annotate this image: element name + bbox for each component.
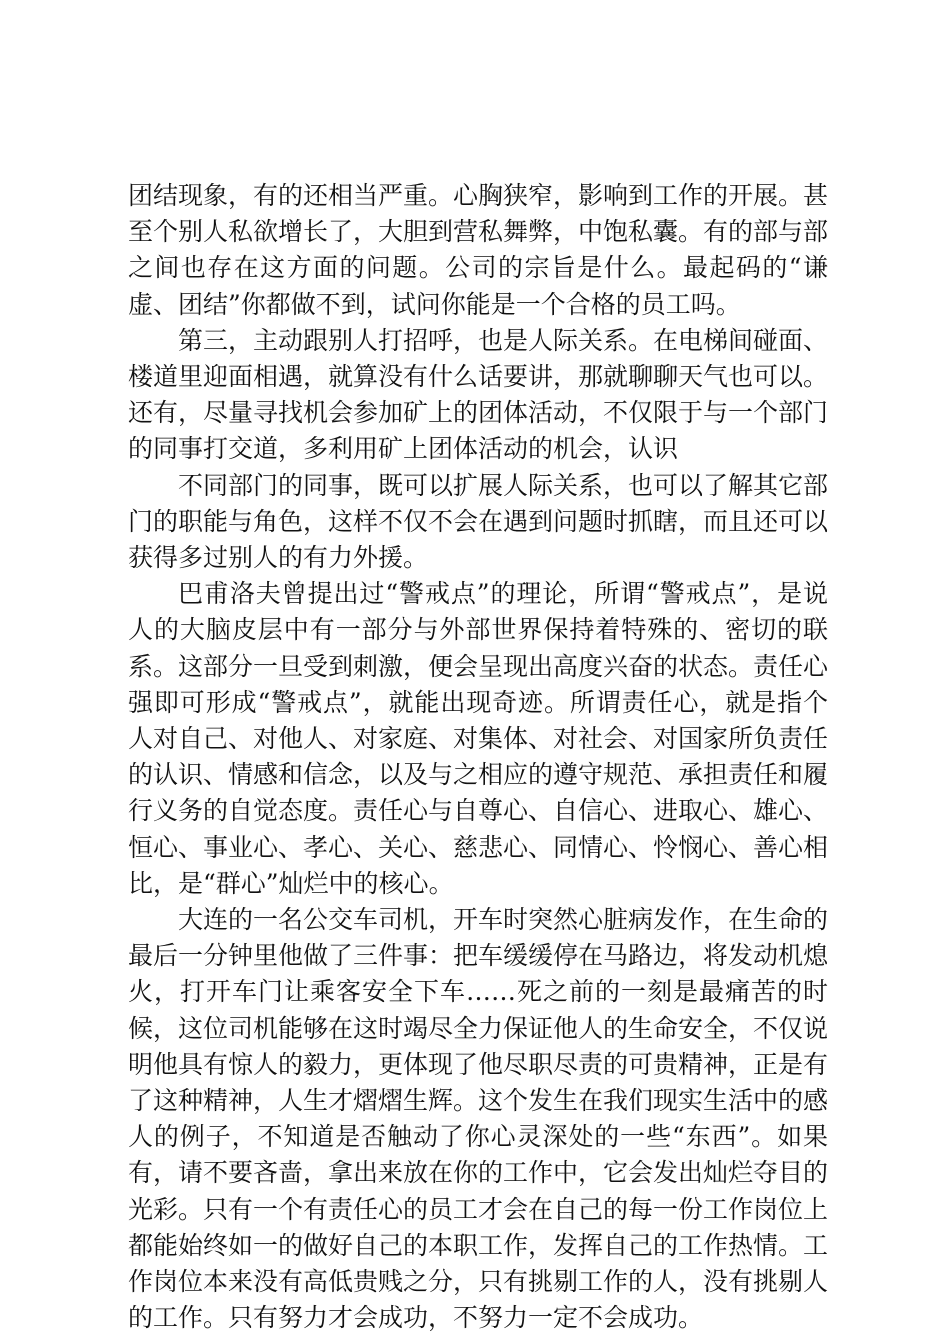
paragraph-third-point: 第三，主动跟别人打招呼，也是人际关系。在电梯间碰面、楼道里迎面相遇，就算没有什么话要讲，那就聊聊天气也可以。还有，尽量寻找机会参加矿上的团体活动，不仅限于与一个部门的同事打交道，多利用矿上团体活动的机会，认识 xyxy=(128,325,829,464)
paragraph-pavlov: 巴甫洛夫曾提出过“警戒点”的理论，所谓“警戒点”，是说人的大脑皮层中有一部分与外部世界保持着特殊的、密切的联系。这部分一旦受到刺激，便会呈现出高度兴奋的状态。责任心强即可形成“警戒点”，就能出现奇迹。所谓责任心，就是指个人对自己、对他人、对家庭、对集体、对社会、对国家所负责任的认识、情感和信念，以及与之相应的遵守规范、承担责任和履行义务的自觉态度。责任心与自尊心、自信心、进取心、雄心、恒心、事业心、孝心、关心、慈悲心、同情心、怜悯心、善心相比，是“群心”灿烂中的核心。 xyxy=(128,579,829,898)
document-body xyxy=(128,178,828,1337)
paragraph-departments: 不同部门的同事，既可以扩展人际关系，也可以了解其它部门的职能与角色，这样不仅不会在遇到问题时抓瞎，而且还可以获得多过别人的有力外援。 xyxy=(128,470,829,573)
paragraph-continued: 团结现象，有的还相当严重。心胸狭窄，影响到工作的开展。甚至个别人私欲增长了，大胆到营私舞弊，中饱私囊。有的部与部之间也存在这方面的问题。公司的宗旨是什么。最起码的“谦虚、团结”你都做不到，试问你能是一个合格的员工吗。 xyxy=(128,181,829,319)
paragraph-bus-driver: 大连的一名公交车司机，开车时突然心脏病发作，在生命的最后一分钟里他做了三件事：把车缓缓停在马路边，将发动机熄火，打开车门让乘客安全下车……死之前的一刻是最痛苦的时候，这位司机能够在这时竭尽全力保证他人的生命安全，不仅说明他具有惊人的毅力，更体现了他尽职尽责的可贵精神，正是有了这种精神，人生才熠熠生辉。这个发生在我们现实生活中的感人的例子，不知道是否触动了你心灵深处的一些“东西”。如果有，请不要吝啬，拿出来放在你的工作中，它会发出灿烂夺目的光彩。只有一个有责任心的员工才会在自己的每一份工作岗位上都能始终如一的做好自己的本职工作，发挥自己的工作热情。工作岗位本来没有高低贵贱之分，只有挑剔工作的人，没有挑剔人的工作。只有努力才会成功，不努力一定不会成功。 xyxy=(128,905,829,1333)
